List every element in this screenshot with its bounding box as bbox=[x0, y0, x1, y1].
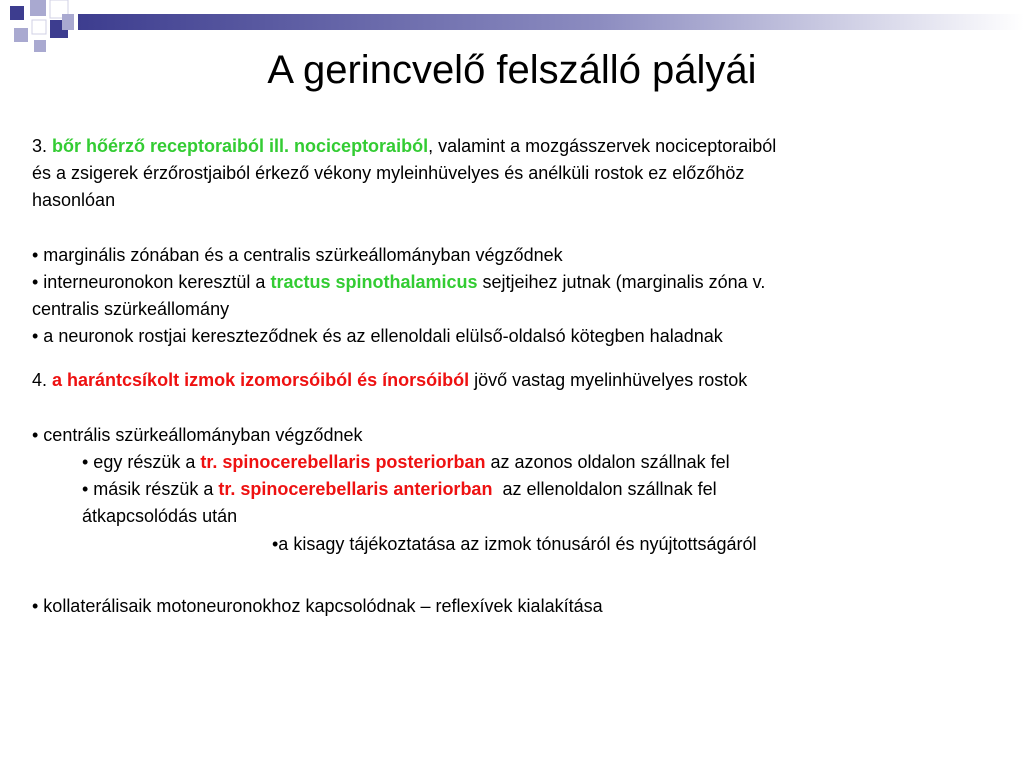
header-gradient-bar bbox=[78, 14, 1024, 30]
deco-square bbox=[32, 20, 46, 34]
section3-bullet2: • interneuronokon keresztül a tractus spinothalamicus sejtjeihez jutnak (marginalis zóna v. bbox=[32, 272, 766, 292]
deco-square bbox=[10, 6, 24, 20]
section4-last-bullet: • kollaterálisaik motoneuronokhoz kapcsolódnak – reflexívek kialakítása bbox=[32, 596, 603, 616]
section3-line2: és a zsigerek érzőrostjaiból érkező vékony myleinhüvelyes és anélküli rostok ez előzőhöz bbox=[32, 163, 745, 183]
section4-sub1: • egy részük a tr. spinocerebellaris posteriorban az azonos oldalon szállnak fel bbox=[82, 452, 730, 472]
section4-subsub: •a kisagy tájékoztatása az izmok tónusáról és nyújtottságáról bbox=[272, 534, 757, 554]
section3-line1: 3. bőr hőérző receptoraiból ill. nociceptoraiból, valamint a mozgásszervek nociceptoraiból bbox=[32, 136, 777, 156]
red-highlight: a harántcsíkolt izmok izomorsóiból és ínorsóiból bbox=[52, 370, 470, 390]
section3-bullet1: • marginális zónában és a centralis szürkeállományban végződnek bbox=[32, 245, 563, 265]
red-highlight: tr. spinocerebellaris posteriorban bbox=[200, 452, 486, 472]
deco-square bbox=[14, 28, 28, 42]
section4-sub2: • másik részük a tr. spinocerebellaris anteriorban az ellenoldalon szállnak fel bbox=[82, 479, 717, 499]
deco-square bbox=[30, 0, 46, 16]
section3-bullet2-cont: centralis szürkeállomány bbox=[32, 299, 230, 319]
deco-square bbox=[62, 14, 74, 30]
section3-line3: hasonlóan bbox=[32, 190, 116, 210]
red-highlight: tr. spinocerebellaris anteriorban bbox=[218, 479, 493, 499]
slide-title: A gerincvelő felszálló pályái bbox=[267, 48, 757, 92]
section3-bullet3: • a neuronok rostjai kereszteződnek és az ellenoldali elülső-oldalsó kötegben haladnak bbox=[32, 326, 723, 346]
section4-line1: 4. a harántcsíkolt izmok izomorsóiból és ínorsóiból jövő vastag myelinhüvelyes rostok bbox=[32, 370, 748, 390]
green-highlight: tractus spinothalamicus bbox=[270, 272, 478, 292]
green-highlight: bőr hőérző receptoraiból ill. nociceptoraiból bbox=[52, 136, 429, 156]
section4-bullet1: • centrális szürkeállományban végződnek bbox=[32, 425, 363, 445]
section4-sub2-cont: átkapcsolódás után bbox=[82, 506, 238, 526]
